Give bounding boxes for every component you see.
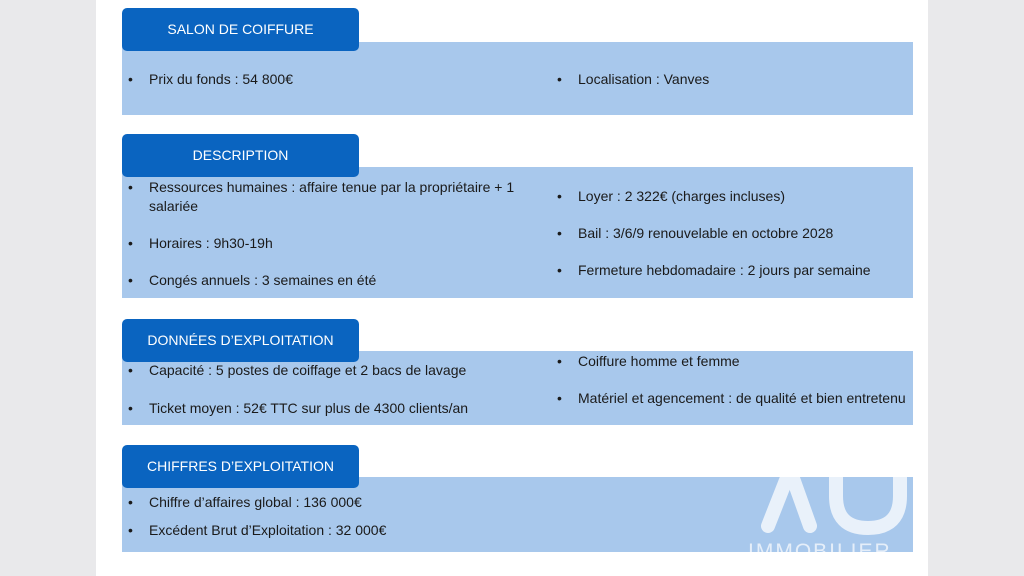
list-item: • Loyer : 2 322€ (charges incluses)	[551, 187, 911, 206]
list-item: • Ressources humaines : affaire tenue par la propriétaire + 1 salariée	[122, 178, 552, 216]
list-item: • Chiffre d’affaires global : 136 000€	[122, 493, 552, 512]
section-title-description: DESCRIPTION	[122, 134, 359, 177]
list-item: • Coiffure homme et femme	[551, 352, 911, 371]
section-title-salon: SALON DE COIFFURE	[122, 8, 359, 51]
list-item: • Fermeture hebdomadaire : 2 jours par semaine	[551, 261, 911, 280]
section-title-chiffres: CHIFFRES D’EXPLOITATION	[122, 445, 359, 488]
list-item: • Horaires : 9h30-19h	[122, 234, 552, 253]
list-chiffres-left	[122, 493, 552, 540]
list-salon-left	[122, 70, 552, 89]
list-item: • Excédent Brut d’Exploitation : 32 000€	[122, 521, 552, 540]
list-item: • Bail : 3/6/9 renouvelable en octobre 2028	[551, 224, 911, 243]
list-description-left	[122, 178, 552, 290]
list-salon-right	[551, 70, 911, 89]
slide	[96, 0, 928, 576]
list-item: • Prix du fonds : 54 800€	[122, 70, 552, 89]
list-item: • Localisation : Vanves	[551, 70, 911, 89]
list-item: • Capacité : 5 postes de coiffage et 2 bacs de lavage	[122, 361, 552, 380]
section-title-donnees: DONNÉES D’EXPLOITATION	[122, 319, 359, 362]
list-item: • Congés annuels : 3 semaines en été	[122, 271, 552, 290]
watermark-text: IMMOBILIER	[748, 540, 892, 563]
list-item: • Matériel et agencement : de qualité et bien entretenu	[551, 389, 911, 408]
list-donnees-left	[122, 361, 552, 418]
list-donnees-right	[551, 352, 911, 408]
list-item: • Ticket moyen : 52€ TTC sur plus de 4300 clients/an	[122, 399, 552, 418]
list-description-right	[551, 187, 911, 280]
